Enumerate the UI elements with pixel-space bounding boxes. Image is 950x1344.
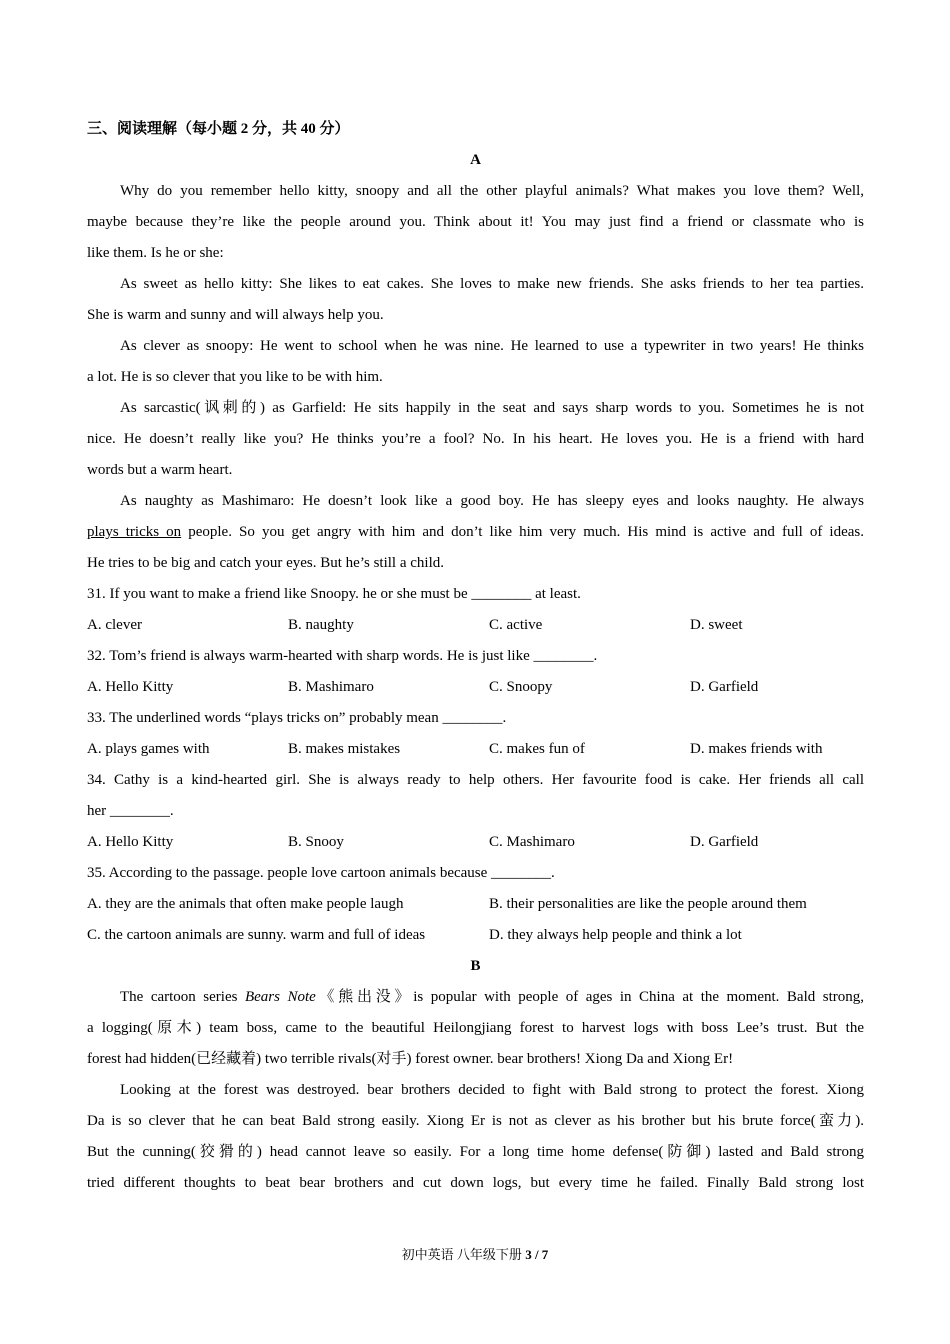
passage-b-line: forest had hidden(已经藏着) two terrible rivals(对手) forest owner. bear brothers! Xiong Da and Xiong Er! xyxy=(87,1051,734,1067)
passage-a-line: As sweet as hello kitty: She likes to eat cakes. She loves to make new friends. She asks friends to her tea parties. xyxy=(120,276,864,292)
section-title: 三、阅读理解（每小题 2 分，共 40 分） xyxy=(87,121,350,137)
passage-b-label: B xyxy=(470,958,481,974)
passage-b-line: Da is so clever that he can beat Bald strong easily. Xiong Er is not as clever as his brother but his brute force(蛮力). xyxy=(87,1113,864,1129)
option-c: C. active xyxy=(489,617,543,633)
passage-b-line: tried different thoughts to beat bear brothers and cut down logs, but every time he failed. Finally Bald strong lost xyxy=(87,1175,864,1191)
passage-b-text: The cartoon series xyxy=(120,989,245,1005)
passage-a-line: nice. He doesn’t really like you? He thinks you’re a fool? No. In his heart. He loves you. He is a friend with hard xyxy=(87,431,864,447)
option-b: B. their personalities are like the people around them xyxy=(489,896,807,912)
passage-a-line: He tries to be big and catch your eyes. But he’s still a child. xyxy=(87,555,444,571)
passage-b-line: But the cunning(狡猾的) head cannot leave so easily. For a long time home defense(防御) lasted and Bald strong xyxy=(87,1144,864,1160)
passage-b-line: a logging(原木) team boss, came to the beautiful Heilongjiang forest to harvest logs with boss Lee’s trust. But the xyxy=(87,1020,864,1036)
page-footer xyxy=(0,1244,950,1263)
underlined-phrase: plays tricks on xyxy=(87,524,182,540)
question-34-stem: 34. Cathy is a kind-hearted girl. She is always ready to help others. Her favourite food is cake. Her friends all call xyxy=(87,772,864,788)
passage-a-text: people. So you get angry with him and don’t like him very much. His mind is active and full of ideas. xyxy=(181,524,864,540)
passage-a-line: maybe because they’re like the people around you. Think about it! You may just find a friend or classmate who is xyxy=(87,214,864,230)
passage-a-line: As sarcastic(讽刺的) as Garfield: He sits happily in the seat and says sharp words to you. Sometimes he is not xyxy=(120,400,864,416)
passage-a-line: She is warm and sunny and will always help you. xyxy=(87,307,384,323)
option-c: C. Snoopy xyxy=(489,679,553,695)
option-b: B. naughty xyxy=(288,617,354,633)
series-title: Bears Note xyxy=(244,989,316,1005)
question-34-options xyxy=(87,827,864,858)
passage-a-line: a lot. He is so clever that you like to be with him. xyxy=(87,369,383,385)
question-32-stem: 32. Tom’s friend is always warm-hearted with sharp words. He is just like ________. xyxy=(87,648,598,664)
option-d: D. Garfield xyxy=(690,834,759,850)
option-a: A. Hello Kitty xyxy=(87,679,174,695)
question-35-stem: 35. According to the passage. people love cartoon animals because ________. xyxy=(87,865,555,881)
option-b: B. Mashimaro xyxy=(288,679,374,695)
option-b: B. makes mistakes xyxy=(288,741,401,757)
option-d: D. sweet xyxy=(690,617,743,633)
passage-a-line: words but a warm heart. xyxy=(87,462,233,478)
option-d: D. Garfield xyxy=(690,679,759,695)
footer-text: 初中英语 八年级下册 xyxy=(401,1247,526,1262)
question-35-options xyxy=(87,920,864,951)
question-31-stem: 31. If you want to make a friend like Snoopy. he or she must be ________ at least. xyxy=(87,586,581,602)
option-a: A. they are the animals that often make people laugh xyxy=(87,896,404,912)
page-number: 3 / 7 xyxy=(525,1247,549,1262)
option-c: C. the cartoon animals are sunny. warm and full of ideas xyxy=(87,927,426,943)
option-a: A. plays games with xyxy=(87,741,210,757)
passage-b-line xyxy=(87,982,864,1013)
question-32-options xyxy=(87,672,864,703)
question-33-stem: 33. The underlined words “plays tricks on” probably mean ________. xyxy=(87,710,507,726)
option-c: C. Mashimaro xyxy=(489,834,575,850)
passage-b-line: Looking at the forest was destroyed. bear brothers decided to fight with Bald strong to protect the forest. Xiong xyxy=(120,1082,864,1098)
passage-a-line: like them. Is he or she: xyxy=(87,245,224,261)
option-a: A. clever xyxy=(87,617,142,633)
option-a: A. Hello Kitty xyxy=(87,834,174,850)
exam-page xyxy=(87,114,864,1199)
option-d: D. they always help people and think a lot xyxy=(489,927,742,943)
question-35-options xyxy=(87,889,864,920)
question-31-options xyxy=(87,610,864,641)
question-34-stem: her ________. xyxy=(87,803,174,819)
passage-a-line: Why do you remember hello kitty, snoopy and all the other playful animals? What makes you love them? Well, xyxy=(120,183,864,199)
passage-a-line: As naughty as Mashimaro: He doesn’t look like a good boy. He has sleepy eyes and looks naughty. He always xyxy=(120,493,864,509)
question-33-options xyxy=(87,734,864,765)
passage-b-text: 《熊出没》is popular with people of ages in China at the moment. Bald strong, xyxy=(315,989,865,1005)
passage-a-line xyxy=(87,517,864,548)
option-c: C. makes fun of xyxy=(489,741,585,757)
passage-a-line: As clever as snoopy: He went to school when he was nine. He learned to use a typewriter in two years! He thinks xyxy=(120,338,864,354)
option-d: D. makes friends with xyxy=(690,741,823,757)
option-b: B. Snooy xyxy=(288,834,344,850)
passage-a-label: A xyxy=(470,152,481,168)
